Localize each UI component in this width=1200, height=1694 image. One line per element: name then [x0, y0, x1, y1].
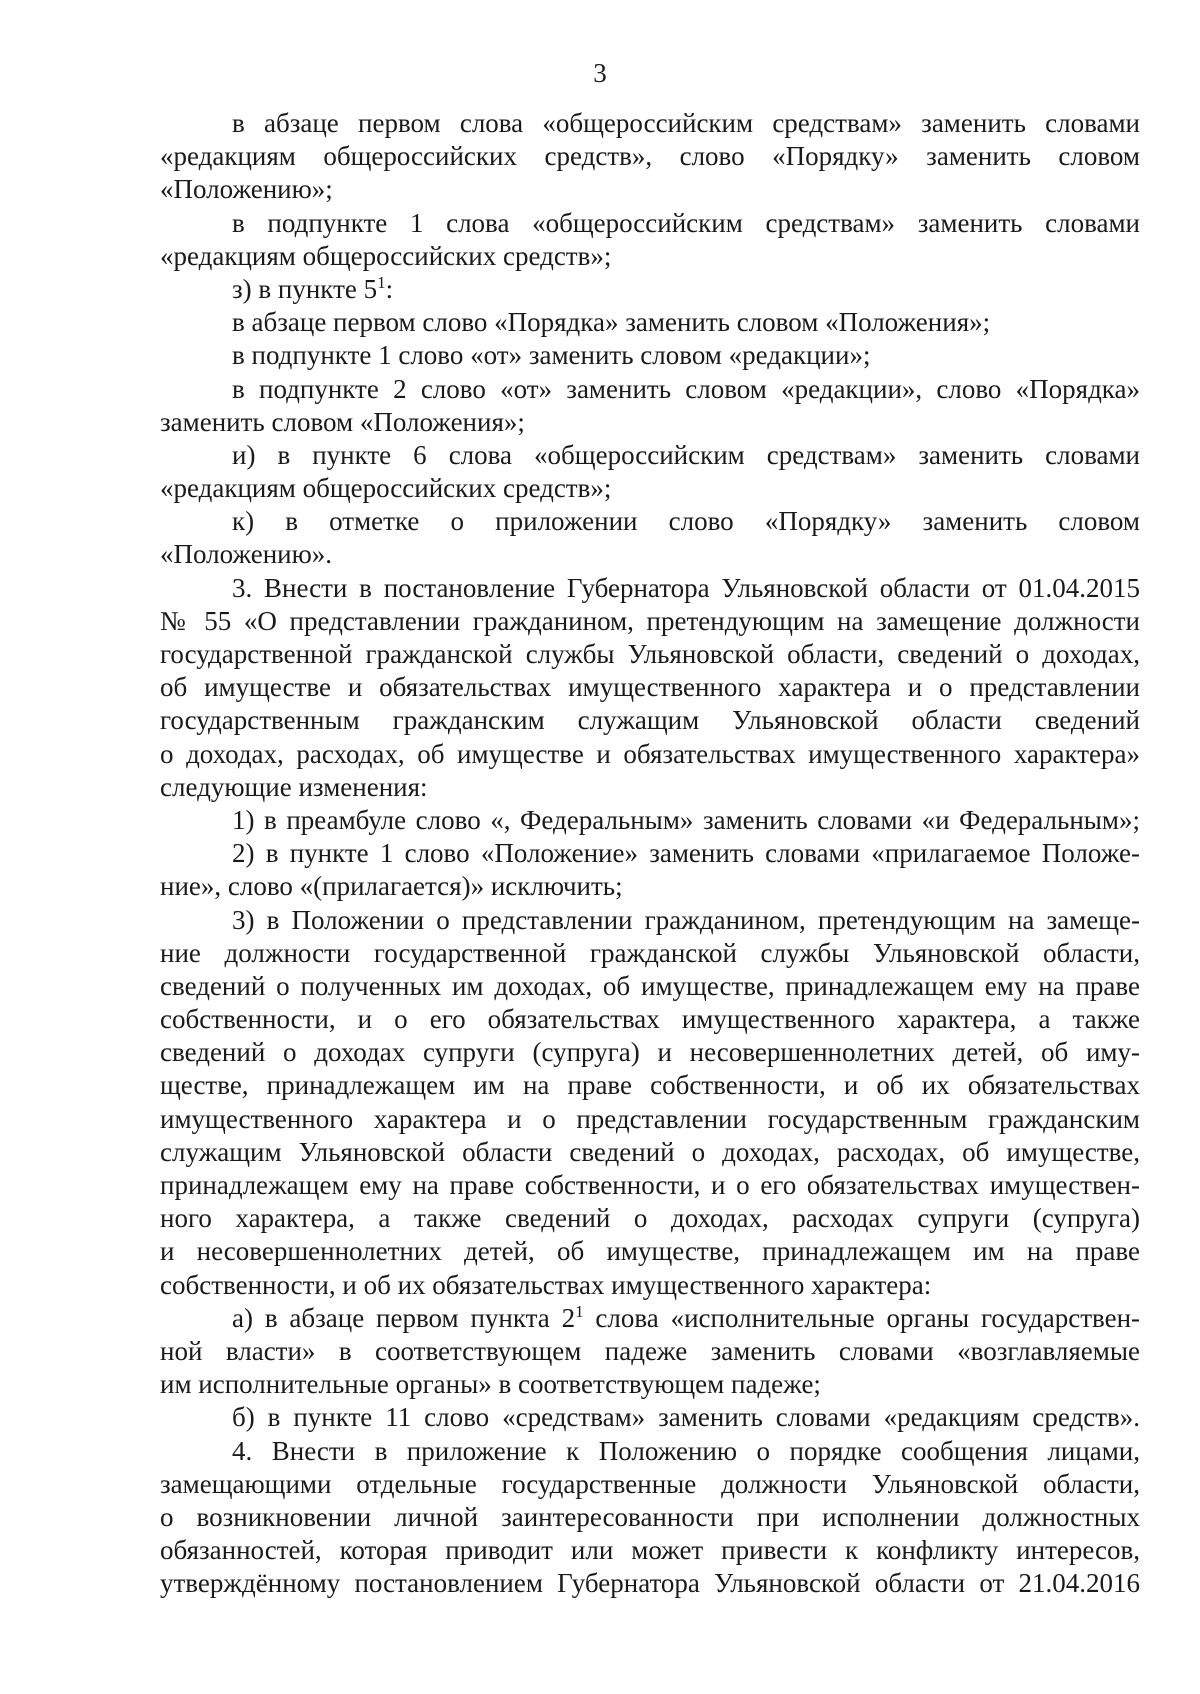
line-text: ного характера, а также сведений о доходах, расходах супруги (супруга)	[160, 1203, 1140, 1234]
line-text: ной власти» в соответствующем падеже заменить словами «возглавляемые	[160, 1335, 1140, 1366]
line-text: служащим Ульяновской области сведений о доходах, расходах, об имуществе,	[160, 1136, 1140, 1167]
text-line	[160, 1169, 1140, 1202]
text-line	[160, 870, 1140, 903]
line-text: принадлежащем ему на праве собственности, и о его обязательствах имуществен-	[160, 1170, 1140, 1200]
line-text: утверждённому постановлением Губернатора Ульяновской области от 21.04.2016	[160, 1568, 1140, 1599]
line-text: и несовершеннолетних детей, об имуществе, принадлежащем им на праве	[160, 1236, 1140, 1267]
text-line	[160, 937, 1140, 970]
text-line	[160, 1069, 1140, 1102]
line-text: об имуществе и обязательствах имущественного характера и о представлении	[160, 672, 1140, 703]
text-line	[160, 1401, 1140, 1434]
text-line	[160, 804, 1140, 837]
text-line	[160, 173, 1140, 206]
text-line	[160, 505, 1140, 538]
line-text: в подпункте 1 слова «общероссийским средствам» заменить словами	[232, 207, 1140, 238]
text-line	[160, 1202, 1140, 1235]
line-text: государственным гражданским служащим Ульяновской области сведений	[160, 705, 1140, 736]
text-line	[160, 1368, 1140, 1401]
line-text: в абзаце первом слова «общероссийским средствам» заменить словами	[232, 108, 1140, 138]
line-text: собственности, и об их обязательствах имущественного характера:	[160, 1269, 932, 1300]
line-text: о доходах, расходах, об имуществе и обязательствах имущественного характера»	[160, 738, 1140, 769]
superscript: 1	[575, 1301, 584, 1321]
text-line	[160, 339, 1140, 372]
line-text: имущественного характера и о представлении государственным гражданским	[160, 1103, 1140, 1134]
line-text: 3. Внести в постановление Губернатора Ульяновской области от 01.04.2015	[232, 572, 1140, 603]
line-text: к) в отметке о приложении слово «Порядку» заменить словом	[232, 506, 1140, 537]
line-text: следующие изменения:	[160, 771, 428, 802]
line-text: в подпункте 1 слово «от» заменить словом «редакции»;	[232, 340, 871, 371]
line-text: № 55 «О представлении гражданином, претендующим на замещение должности	[160, 605, 1140, 636]
line-text: собственности, и о его обязательствах имущественного характера, а также	[160, 1004, 1140, 1035]
superscript: 1	[377, 272, 386, 292]
line-text: государственной гражданской службы Ульяновской области, сведений о доходах,	[160, 639, 1140, 669]
line-text: «редакциям общероссийских средств»;	[160, 240, 612, 271]
text-line	[160, 1003, 1140, 1036]
line-text: а) в абзаце первом пункта 2	[232, 1302, 576, 1333]
text-line	[160, 1567, 1140, 1600]
line-text: 2) в пункте 1 слово «Положение» заменить словами «прилагаемое Положе-	[232, 838, 1140, 869]
line-text: «Положению»;	[160, 174, 333, 205]
line-text-continued: слова «исполнительные органы государствен-	[583, 1302, 1140, 1333]
line-text: 3) в Положении о представлении гражданином, претендующим на замеще-	[232, 904, 1140, 935]
line-text: ние», слово «(прилагается)» исключить;	[160, 871, 623, 902]
line-text: в подпункте 2 слово «от» заменить словом «редакции», слово «Порядка»	[232, 373, 1140, 404]
text-line	[160, 572, 1140, 605]
text-line	[160, 738, 1140, 771]
text-line	[160, 704, 1140, 737]
text-line	[160, 1269, 1140, 1302]
line-text: ние должности государственной гражданской службы Ульяновской области,	[160, 937, 1140, 968]
text-line	[160, 904, 1140, 937]
line-text: «редакциям общероссийских средств»;	[160, 473, 612, 504]
text-line	[160, 207, 1140, 240]
line-text: сведений о полученных им доходах, об имуществе, принадлежащем ему на праве	[160, 970, 1140, 1001]
line-text-continued: :	[385, 273, 394, 304]
text-line	[160, 1435, 1140, 1468]
text-line	[160, 406, 1140, 439]
text-line	[160, 1534, 1140, 1567]
text-line	[160, 671, 1140, 704]
line-text: им исполнительные органы» в соответствующем падеже;	[160, 1369, 821, 1400]
line-text: 4. Внести в приложение к Положению о порядке сообщения лицами,	[232, 1435, 1140, 1466]
line-text: 1) в преамбуле слово «, Федеральным» заменить словами «и Федеральным»;	[232, 804, 1140, 835]
text-line	[160, 638, 1140, 671]
text-line	[160, 771, 1140, 804]
text-line	[160, 140, 1140, 173]
text-line	[160, 439, 1140, 472]
line-text: з) в пункте 5	[232, 273, 378, 304]
text-line	[160, 306, 1140, 339]
text-line	[160, 970, 1140, 1003]
text-line	[160, 240, 1140, 273]
line-text: сведений о доходах супруги (супруга) и несовершеннолетних детей, об иму-	[160, 1037, 1140, 1068]
line-text: «Положению».	[160, 539, 333, 570]
text-line	[160, 1501, 1140, 1534]
line-text: в абзаце первом слово «Порядка» заменить словом «Положения»;	[232, 307, 991, 338]
text-line	[160, 1136, 1140, 1169]
text-line	[160, 1103, 1140, 1136]
line-text: о возникновении личной заинтересованности при исполнении должностных	[160, 1501, 1140, 1532]
text-line	[160, 1335, 1140, 1368]
line-text: б) в пункте 11 слово «средствам» заменить словами «редакциям средств».	[232, 1402, 1140, 1433]
text-line	[160, 837, 1140, 870]
text-line	[160, 538, 1140, 571]
document-body	[160, 107, 1140, 1600]
line-text: заменить словом «Положения»;	[160, 406, 525, 437]
text-line	[160, 1235, 1140, 1268]
text-line	[160, 107, 1140, 140]
text-line	[160, 605, 1140, 638]
page-number: 3	[593, 58, 607, 88]
text-line	[160, 1302, 1140, 1335]
line-text: обязанностей, которая приводит или может привести к конфликту интересов,	[160, 1535, 1140, 1566]
text-line	[160, 1468, 1140, 1501]
text-line	[160, 1036, 1140, 1069]
line-text: замещающими отдельные государственные должности Ульяновской области,	[160, 1468, 1140, 1499]
line-text: «редакциям общероссийских средств», слово «Порядку» заменить словом	[160, 141, 1140, 172]
text-line	[160, 373, 1140, 406]
line-text: и) в пункте 6 слова «общероссийским средствам» заменить словами	[232, 439, 1140, 470]
text-line	[160, 472, 1140, 505]
text-line	[160, 273, 1140, 306]
line-text: ществе, принадлежащем им на праве собственности, и об их обязательствах	[160, 1070, 1140, 1101]
